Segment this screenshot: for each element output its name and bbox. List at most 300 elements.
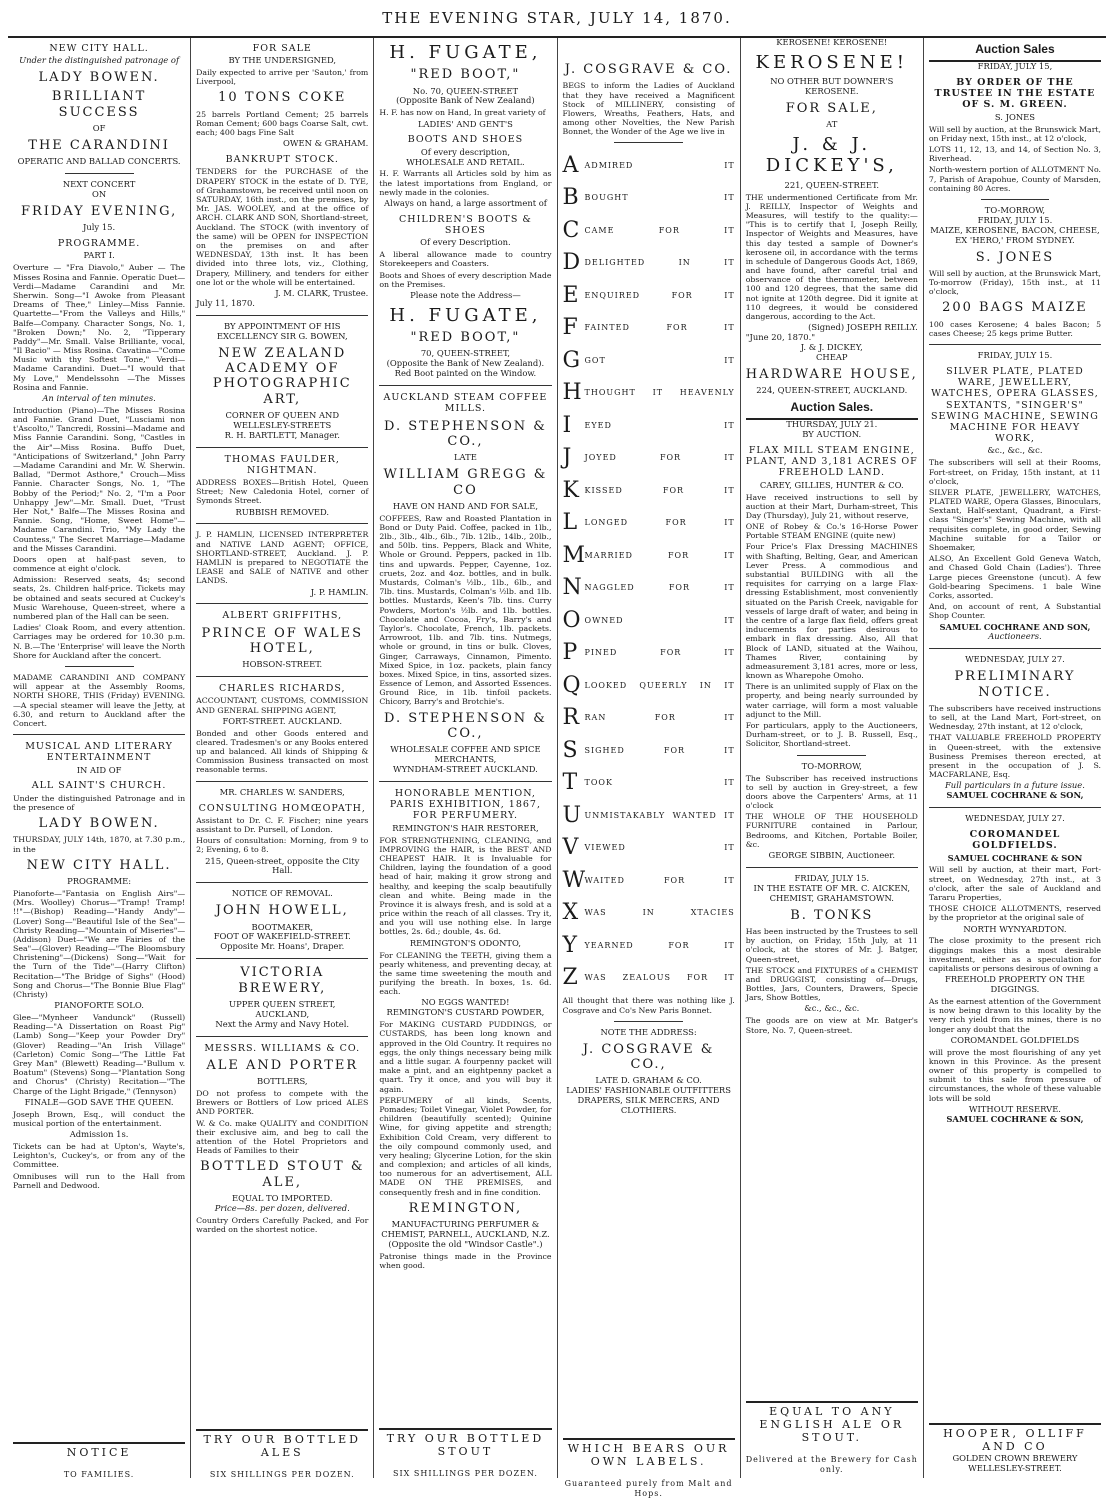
on-line: ON xyxy=(91,189,107,200)
brilliant-success: BRILLIANT SUCCESS xyxy=(51,89,147,120)
alphabet-phrase: THOUGHT IT HEAVENLY xyxy=(584,388,735,398)
no-other: NO OTHER BUT DOWNER'S KEROSENE. xyxy=(770,76,894,97)
prince-of-wales: PRINCE OF WALES HOTEL, xyxy=(201,625,364,657)
honorable-mention: HONORABLE MENTION, PARIS EXHIBITION, 1867, FOR PERFUMERY. xyxy=(389,788,541,822)
flax-machines: Four Price's Flax Dressing MACHINES with Shafting, Belting, Gear, and American Lever Press. A commodious and substantial BUILDING with all the requisites for carrying on a large Flax-dressing Establishment, most conveniently situated on the Parish Creek, navigable for vessels of large draft of water, and being in the centre of a large flax field, offers great inducements for parties desirous to embark in flax dressing. Also, All that Block of LAND, situated at the Waihou, Thames River, containing by admeasurement 3,181 acres, more or less, known as Wharepohe Omoho. xyxy=(745,542,918,681)
north-wynyardton: NORTH WYNYARDTON. xyxy=(963,923,1067,934)
country-orders: Country Orders Carefully Packed, and For warded on the shortest notice. xyxy=(196,1215,369,1235)
late-graham: LATE D. GRAHAM & CO. xyxy=(595,1075,702,1086)
williams-co: MESSRS. WILLIAMS & CO. xyxy=(204,1042,361,1054)
coromandel-goldfields: COROMANDEL GOLDFIELDS. xyxy=(969,829,1061,852)
patronage-line: Under the distinguished patronage of xyxy=(19,55,180,66)
late: LATE xyxy=(454,452,477,463)
bottlers: BOTTLERS, xyxy=(256,1076,308,1087)
alphabet-row xyxy=(563,182,735,215)
of-line: OF xyxy=(92,123,106,134)
notice-removal: NOTICE OF REMOVAL. xyxy=(231,888,333,899)
alphabet-row xyxy=(563,149,735,182)
chemist-stock: THE STOCK and FIXTURES of a CHEMIST and DRUGGIST, consisting of—Drugs, Bottles, Jars, Counters, Drawers, Specie Jars, Show Bottles, xyxy=(745,965,918,1003)
liberal-allowance: A liberal allowance made to country Storekeepers and Coasters. xyxy=(379,250,552,269)
victoria-brewery: VICTORIA BREWERY, xyxy=(238,965,327,996)
clark-trustee: J. M. CLARK, Trustee. xyxy=(275,287,369,298)
cochrane-will-sell: Will sell by auction, at their mart, Fort-street, on Wednesday, 27th inst., at 3 o'clock, after the sale of Auckland and Tararu Properties, xyxy=(928,865,1102,902)
price: Price—8s. per dozen, delivered. xyxy=(214,1202,350,1213)
alphabet-phrase: YEARNED FOR IT xyxy=(584,940,735,950)
note-address: NOTE THE ADDRESS: xyxy=(600,1026,697,1037)
finale: FINALE—GOD SAVE THE QUEEN. xyxy=(24,1096,174,1107)
alphabet-phrase: BOUGHT IT xyxy=(584,193,735,203)
next-concert: NEXT CONCERT xyxy=(62,179,136,190)
jones-will-sell: Will sell by auction, at the Brunswick Mart, on Friday next, 15th inst., at 12 o'clock, xyxy=(928,124,1102,143)
programme-part1: Overture — "Fra Diavolo," Auber — The Misses Rosina and Fannie. Operatic Duet—Verdi—Madame Carandini and Mr. Sherwin. Song—"I Awoke from Pleasant Dreams of Thee," Linley—Miss Fannie. Quartette—"From the Valleys and Hills," Balfe—Company. Character Songs, No. 1, "Broken Down;" No. 2, "Tipperary Paddy"—Mr. Small. Valse Brilliante, vocal, "Il Bacio" — Miss Rosina. Cavatina—"Come Music with thy Softest Tone," Verdi—Madame Carandini. Duet—"I would that My Love," Mendelssohn —The Misses Rosina and Fannie. xyxy=(13,263,186,392)
daily-expected: Daily expected to arrive per 'Sauton,' from Liverpool, xyxy=(196,68,369,87)
programme-heading: PROGRAMME. xyxy=(57,238,141,250)
alphabet-letter: M xyxy=(562,542,586,568)
auction-sales-5: Auction Sales. xyxy=(746,396,918,420)
june-20: "June 20, 1870." xyxy=(745,332,816,343)
interval-note: An interval of ten minutes. xyxy=(42,393,156,404)
cheap: CHEAP xyxy=(816,351,848,362)
alphabet-phrase: CAME FOR IT xyxy=(584,225,735,235)
household-furniture: THE WHOLE OF THE HOUSEHOLD FURNITURE contained in Parlour, Bedrooms, and Kitchen, Portable Boiler, &c. xyxy=(745,812,918,849)
outfitters: LADIES' FASHIONABLE OUTFITTERS xyxy=(566,1085,731,1096)
red-boot-painted: Red Boot painted on the Window. xyxy=(394,368,537,379)
queen-224: 224, QUEEN-STREET, AUCKLAND. xyxy=(756,385,908,396)
drapers: DRAPERS, SILK MERCERS, AND xyxy=(577,1095,720,1106)
alphabet-phrase: EYED IT xyxy=(584,420,735,430)
friday-15-5: FRIDAY, JULY 15. xyxy=(794,872,870,883)
always-hand: Always on hand, a large assortment of xyxy=(383,198,547,209)
choice-allotments: THOSE CHOICE ALLOTMENTS, reserved by the proprietor at the original sale of xyxy=(928,904,1102,923)
concert-date: July 15. xyxy=(83,222,116,233)
part-one: PART I. xyxy=(83,250,115,261)
alphabet-letter: B xyxy=(562,185,579,211)
army-navy: Next the Army and Navy Hotel. xyxy=(215,1018,350,1029)
manufacturing: MANUFACTURING PERFUMER & CHEMIST, PARNELL, AUCKLAND, N.Z. xyxy=(381,1219,550,1240)
alphabet-letter: X xyxy=(562,900,579,926)
hair-text: FOR STRENGTHENING, CLEANING, and IMPROVING the HAIR, is the BEST AND CHEAPEST HAIR. It is Invaluable for Children, laying the foundation of a good head of hair, making it grow strong and healthy, and keeping the scalp beautifully clean and white. Being made in the Province it is always fresh, and is sold at a price within the reach of all classes. Try it, and you will use nothing else. In large bottles, 2s. 6d.; double, 4s. 6d. xyxy=(379,835,552,937)
subscribers-6: The subscribers will sell at their Rooms, Fort-street, on Friday, 15th instant, at 11 o'clock, xyxy=(928,458,1102,486)
programme-2-items: Pianoforte—"Fantasia on English Airs"—(Mrs. Woolley) Chorus—"Tramp! Tramp! !!"—(Bishop) Reading—"Handy Andy"—(Lover) Song—"Beautiful Isle of the Sea"—Christy Reading—"Mountain of Miseries"—(Addison) Duet—"We are Fairies of the Sea"—(Glover) Reading—"The Bloomsbury Christening"—(Dickens) Song—"Wait for the Turn of the Tide"—(Harry Clifton) Recitation—"The Bridge of Sighs" (Hood) Song and Chorus—"The Bonnie Blue Flag" (Christy) xyxy=(13,888,186,999)
sanders: MR. CHARLES W. SANDERS, xyxy=(219,786,345,797)
six-shillings-ales: SIX SHILLINGS PER DOZEN. xyxy=(209,1469,355,1479)
church-name: ALL SAINT'S CHURCH. xyxy=(31,780,167,792)
silver-plate-2: SILVER PLATE, JEWELLERY, WATCHES, PLATED WARE, Opera Glasses, Binoculars, Sextant, Half-sextant, Quadrant, a First-class "Singer's" Sewing Machine, with all requisites complete, in good order, Sewing Machine suitable for a Tailor or Shoemaker, xyxy=(928,487,1102,553)
alphabet-letter: U xyxy=(562,802,582,828)
friday-15-6b: FRIDAY, JULY 15. xyxy=(977,214,1053,225)
john-howell: JOHN HOWELL, xyxy=(215,903,349,919)
cosgrave-begs: BEGS to inform the Ladies of Auckland that they have received a Magnificent Stock of MILLINERY, consisting of Flowers, Wreaths, Feathers, Hats, and among other Novelties, the New Parish Bonnet, the Wonder of the Age we live in xyxy=(562,81,735,137)
etc-6: &c., &c., &c. xyxy=(987,445,1043,456)
new-city-hall-2: NEW CITY HALL. xyxy=(26,857,172,873)
opp-bank-2: (Opposite the Bank of New Zealand). xyxy=(386,358,545,369)
at: AT xyxy=(826,119,838,130)
equal-imported: EQUAL TO IMPORTED. xyxy=(232,1193,333,1204)
admission-1s: Admission 1s. xyxy=(69,1129,129,1140)
masthead: THE EVENING STAR, JULY 14, 1870. xyxy=(8,0,1106,38)
alphabet-list xyxy=(563,149,735,994)
pianoforte-solo: PIANOFORTE SOLO. xyxy=(54,1000,144,1011)
fort-street: FORT-STREET. AUCKLAND. xyxy=(222,715,342,726)
wyndham-street: WYNDHAM-STREET AUCKLAND. xyxy=(393,764,538,775)
fugate: H. FUGATE, xyxy=(389,42,542,63)
wholesale-retail: WHOLESALE AND RETAIL. xyxy=(406,156,525,167)
madame-carandini-ad: MADAME CARANDINI AND COMPANY will appear at the Assembly Rooms, NORTH SHORE, THIS (Friday) EVENING.—A special steamer will leave the Jetty, at 6.30, and return to Auckland after the Concert. xyxy=(13,672,186,728)
alphabet-row xyxy=(563,864,735,897)
to-families: TO FAMILIES. xyxy=(63,1469,135,1479)
alphabet-phrase: GOT IT xyxy=(584,355,735,365)
wellesley-street: WELLESLEY-STREET. xyxy=(968,1463,1062,1474)
tomorrow-5: TO-MORROW, xyxy=(801,760,862,771)
alphabet-letter: Y xyxy=(562,932,578,958)
alphabet-letter: T xyxy=(562,770,578,796)
kerosene-2: KEROSENE! xyxy=(755,51,909,73)
hall-title: NEW CITY HALL. xyxy=(49,43,149,54)
stephenson: D. STEPHENSON & CO., xyxy=(383,418,547,449)
alphabet-phrase: LOOKED QUEERLY IN IT xyxy=(584,680,735,690)
coffee-list: COFFEES, Raw and Roasted Plantation in Bond or Duty Paid. Coffee, packed in 1lb., 2lb., 3lb., 4lb., 6lb., 7lb. 12lb., 14lb., 20lb., and 50lb. tins. Peppers, Black and White, Whole or Ground. Peppers, packed in 1lb. tins and upwards. Pepper, Cayenne, 1oz. cruets, 2oz. and 4oz. bottles, and in bulk. Mustards, Colman's ½lb., 1lb., 6lb., and 7lb. tins. Mustards, Colman's ½lb. and 1lb. bottles. Mustards, Keen's 7lb. tins. Curry Powders, Morton's ½lb. and 1lb. bottles. Chocolate and Cocoa, Fry's, Barry's and Taylor's. Chocolate, French, 1lb. packets. Arrowroot, 1lb. and 7lb. tins. Nutmegs, whole or ground, in tins or bulk. Cloves, Ginger, Carraways, Cinnamon, Pimento. Mixed Spice, in 1oz. packets, plain fancy boxes. Mixed Spice, in tins, assorted sizes. Essence of Lemon, and Assorted Essences. Ground Rice, in 1lb. tinfoil packets. Chicory, Barry's and Brotchie's. xyxy=(379,513,552,707)
alphabet-letter: G xyxy=(562,347,581,373)
subscriber-5: The Subscriber has received instructions to sell by auction in Grey-street, a few doors above the Carpenters' Arms, at 11 o'clock xyxy=(745,773,918,811)
address-boxes: ADDRESS BOXES—British Hotel, Queen Street; New Caledonia Hotel, corner of Symonds Street. xyxy=(196,477,369,506)
by-undersigned: BY THE UNDERSIGNED, xyxy=(228,55,337,66)
alphabet-letter: O xyxy=(562,607,581,633)
friday-evening: FRIDAY EVENING, xyxy=(20,204,178,220)
alphabet-letter: P xyxy=(562,640,578,666)
hamlin-ad: J. P. HAMLIN, LICENSED INTERPRETER and NATIVE LAND AGENT; OFFICE, SHORTLAND-STREET, Auckland. J. P. HAMLIN is prepared to NEGOTIATE the LEASE and SALE of NATIVE and other LANDS. xyxy=(196,530,369,586)
sanders-hours: Hours of consultation: Morning, from 9 to 2; Evening, 6 to 8. xyxy=(196,836,369,855)
try-stout: TRY OUR BOTTLED STOUT xyxy=(379,1428,551,1459)
ex-hero: EX 'HERO,' FROM SYDNEY. xyxy=(955,234,1075,245)
column-5 xyxy=(741,38,924,1478)
appointment: BY APPOINTMENT OF HIS EXCELLENCY SIR G. BOWEN, xyxy=(216,320,348,341)
george-sibbin: GEORGE SIBBIN, Auctioneer. xyxy=(768,850,896,860)
tenders-text: TENDERS for the PURCHASE of the DRAPERY STOCK in the estate of D. TYE, of Grahamstown, be received until noon on SATURDAY, 16th inst., on the premises, by Mr. JAS. WOOLEY, and at the office of ARCH. CLARK AND SON, Shortland-street, Auckland. The STOCK (with inventory of the same) will be OPEN for INSPECTION on the premises on and after WEDNESDAY, 13th inst. It has been divided into three lots, viz., Clothing, Drapery, Millinery, and tenders for either one lot or the whole will be entertained. xyxy=(196,167,369,287)
odonto: REMINGTON'S ODONTO, xyxy=(409,937,522,948)
admission-note: Admission: Reserved seats, 4s; second seats, 2s. Children half-price. Tickets may be obtained and seats secured at Cuckey's Music Warehouse, Queen-street, where a numbered plan of the Hall can be seen. xyxy=(13,575,186,622)
red-boot: "RED BOOT," xyxy=(410,67,521,83)
tomorrow-6: TO-MORROW, xyxy=(984,204,1046,215)
no-eggs: NO EGGS WANTED! xyxy=(421,997,510,1008)
alphabet-letter: Q xyxy=(562,672,581,698)
alphabet-row xyxy=(563,962,735,995)
alphabet-letter: I xyxy=(562,412,572,438)
hooper-olliff: HOOPER, OLLIFF AND CO xyxy=(929,1423,1101,1454)
valuable-freehold: THAT VALUABLE FREEHOLD PROPERTY in Queen-street, with the extensive Business Premises thereon erected, at present in the occupation of J. S. MACFARLANE, Esq. xyxy=(928,733,1102,780)
bankrupt-stock: BANKRUPT STOCK. xyxy=(225,154,339,166)
alphabet-row xyxy=(563,377,735,410)
alphabet-phrase: MARRIED FOR IT xyxy=(584,550,735,560)
alphabet-phrase: FAINTED FOR IT xyxy=(584,323,735,333)
upper-queen: UPPER QUEEN STREET, xyxy=(229,998,336,1009)
trustee-order: BY ORDER OF THE TRUSTEE IN THE ESTATE OF S. M. GREEN. xyxy=(934,77,1096,111)
alphabet-row xyxy=(563,669,735,702)
kero-for-sale: FOR SALE, xyxy=(785,100,878,116)
boots-made: Boots and Shoes of every description Made on the Premises. xyxy=(379,270,552,289)
hobson-street: HOBSON-STREET. xyxy=(242,659,323,670)
goods-view: The goods are on view at Mr. Batger's Store, No. 7, Queen-street. xyxy=(745,1016,918,1035)
north-western: North-western portion of ALLOTMENT No. 7, Parish of Arapohue, County of Marsden, containing 80 Acres. xyxy=(928,165,1102,193)
golden-crown: GOLDEN CROWN BREWERY xyxy=(952,1453,1078,1464)
all-thought: All thought that there was nothing like J. Cosgrave and Co's New Paris Bonnet. xyxy=(562,996,735,1015)
ale-porter: ALE AND PORTER xyxy=(206,1057,359,1073)
friday-15-6: FRIDAY, JULY 15, xyxy=(977,61,1053,72)
tonks-instructed: Has been instructed by the Trustees to sell by auction, on Friday, 15th July, at 11 o'clock, at the stores of Mr. J. Batger, Queen-street, xyxy=(745,926,918,964)
have-on-hand: HAVE ON HAND AND FOR SALE, xyxy=(392,500,539,511)
alphabet-letter: D xyxy=(562,250,581,276)
column-4 xyxy=(558,38,741,1498)
alphabet-row xyxy=(563,767,735,800)
every-desc-2: Of every Description. xyxy=(420,237,511,248)
july-11: July 11, 1870. xyxy=(196,297,255,308)
alphabet-row xyxy=(563,604,735,637)
also-6: ALSO, An Excellent Gold Geneva Watch, and Chased Gold Chain (Ladies'). Three Large pieces Greenstone (uncut). A few Gold-bearing Specimens. 1 bale Wine Corks, assorted. xyxy=(928,554,1102,600)
kerosene-1: KEROSENE! KEROSENE! xyxy=(776,37,888,47)
boots-shoes: BOOTS AND SHOES xyxy=(407,134,524,146)
cochrane-1: SAMUEL COCHRANE AND SON, xyxy=(939,621,1091,632)
hardware-house: HARDWARE HOUSE, xyxy=(745,366,918,382)
alphabet-letter: C xyxy=(562,217,580,243)
alphabet-row xyxy=(563,832,735,865)
alphabet-row xyxy=(563,929,735,962)
maize-kerosene: MAIZE, KEROSENE, BACON, CHEESE, xyxy=(930,224,1100,235)
aicken-estate: IN THE ESTATE OF MR. C. AICKEN, CHEMIST, GRAHAMSTOWN. xyxy=(753,882,910,903)
alphabet-phrase: VIEWED IT xyxy=(584,843,735,853)
clothiers: CLOTHIERS. xyxy=(620,1105,677,1116)
patron: LADY BOWEN. xyxy=(38,70,160,86)
doors-note: Doors open at half-past seven, to commence at eight o'clock. xyxy=(13,554,186,574)
column-6 xyxy=(924,38,1106,1478)
in-aid-of: IN AID OF xyxy=(76,764,122,775)
queen-215: 215, Queen-street, opposite the City Hall. xyxy=(205,855,360,876)
alphabet-row xyxy=(563,507,735,540)
ladies-gents: LADIES' AND GENT'S xyxy=(417,118,513,129)
friday-15-6c: FRIDAY, JULY 15. xyxy=(977,350,1053,361)
faulder: THOMAS FAULDER, NIGHTMAN. xyxy=(224,453,340,476)
troupe-name: THE CARANDINI xyxy=(28,138,170,153)
lady-bowen-2: LADY BOWEN. xyxy=(38,816,160,831)
alphabet-phrase: ENQUIRED FOR IT xyxy=(584,290,735,300)
alphabet-row xyxy=(563,442,735,475)
alphabet-phrase: DELIGHTED IN IT xyxy=(584,258,735,268)
hair-restorer: REMINGTON'S HAIR RESTORER, xyxy=(392,822,539,833)
alphabet-letter: Z xyxy=(562,965,578,991)
programme-2: PROGRAMME: xyxy=(67,876,132,887)
musical-entertainment: MUSICAL AND LITERARY ENTERTAINMENT xyxy=(25,741,173,764)
programme-part2: Introduction (Piano)—The Misses Rosina and Fannie. Grand Duet, "Lusciami non t'Ascolto," Tancredi, Rossini—Madame and Miss Fannie Carandini. Song, "Castles in the Air"—Miss Rosina. Buffo Duet, "Anticipations of Switzerland," John Parry—Madame Carandini and Mr. W. Sherwin. Ballad, "Dermot Asthore," Crouch—Miss Fannie. Character Songs, No. 1, "The Bobby of the Period;" No. 2, "I'm a Poor Unhappy Jew"—Mr. Small. Duet, "Trust Her Not," Balfe—The Misses Rosina and Fannie. Song, "Home, Sweet Home"—Madame Carandini. Trio, "My Lady the Countess," The Secret Marriage—Madame and the Misses Carandini. xyxy=(13,405,186,553)
no-70: No. 70, QUEEN-STREET xyxy=(412,85,519,96)
earnest-attention: As the earnest attention of the Government is now being drawn to this locality by the very rich yield from its mines, there is no longer any doubt that the xyxy=(928,997,1102,1034)
cochrane-2: SAMUEL COCHRANE & SON, xyxy=(946,790,1084,801)
sanders-assistant: Assistant to Dr. C. F. Fischer; nine years assistant to Dr. Pursell, of London. xyxy=(196,815,369,834)
alphabet-letter: F xyxy=(562,315,578,341)
coke-heading: 10 TONS COKE xyxy=(218,90,347,106)
will-prove: will prove the most flourishing of any yet known in this Province. As the present owner of this property is compelled to submit to this sale from pressure of circumstances, the whole of these valuable lots will be sold xyxy=(928,1047,1102,1103)
silver-plate: SILVER PLATE, PLATED WARE, JEWELLERY, WATCHES, OPERA GLASSES, SEXTANTS, "SINGER'S" SEWING MACHINE, SEWING MACHINE FOR HEAVY WORK, xyxy=(930,366,1099,445)
jones-will-sell-2: Will sell by auction, at the Brunswick Mart, To-morrow (Friday), 15th inst., at 11 o'clock, xyxy=(928,268,1102,297)
bonded-goods: Bonded and other Goods entered and cleared. Tradesmen's or any Books entered up and balanced. All kinds of Shipping & Commission Business transacted on most reasonable terms. xyxy=(196,728,369,775)
alphabet-letter: S xyxy=(562,737,578,763)
coke-items: 25 barrels Portland Cement; 25 barrels Roman Cement; 600 bags Coarse Salt, cwt. each; 400 bags Fine Salt xyxy=(196,109,369,138)
column-1 xyxy=(8,38,191,1478)
alphabet-row xyxy=(563,702,735,735)
teeth-text: For CLEANING the TEETH, giving them a pearly whiteness, and preventing decay, at the same time sweetening the mouth and purifying the breath. In boxes, 1s. 6d. each. xyxy=(379,950,552,997)
alphabet-row xyxy=(563,247,735,280)
etc-5: &c., &c., &c. xyxy=(804,1003,860,1014)
alphabet-row xyxy=(563,637,735,670)
alphabet-phrase: RAN FOR IT xyxy=(584,713,735,723)
alphabet-letter: J xyxy=(562,445,572,471)
alphabet-row xyxy=(563,799,735,832)
alphabet-row xyxy=(563,214,735,247)
alphabet-row xyxy=(563,312,735,345)
hamlin-sign: J. P. HAMLIN. xyxy=(310,586,369,597)
opposite-hoans: Opposite Mr. Hoans', Draper. xyxy=(220,941,345,952)
received-instr: Have received instructions to sell by auction at their Mart, Durham-street, This Day (Thursday), July 21, without reserve, xyxy=(745,492,918,520)
queen-70: 70, QUEEN-STREET, xyxy=(420,348,511,359)
alphabet-row xyxy=(563,344,735,377)
alphabet-row xyxy=(563,474,735,507)
alphabet-letter: H xyxy=(562,380,582,406)
alphabet-phrase: LONGED FOR IT xyxy=(584,518,735,528)
delivered-cash: Delivered at the Brewery for Cash only. xyxy=(745,1455,918,1474)
lots: LOTS 11, 12, 13, and 14, of Section No. 3, Riverhead. xyxy=(928,144,1102,164)
programme-2-items-b: Glee—"Mynheer Vandunck" (Russell) Reading—"A Dissertation on Roast Pig" (Lamb) Song—"Keep your Powder Dry" (Glover) Reading—"An Irish Village" (Carleton) Comic Song—"The Little Fat Grey Man" (Blewett) Reading—"Bullum v. Boatum" (Stevens) Song—"Plantation Song and Chorus" (Christy) Recitation—"The Charge of the Light Brigade," (Tennyson) xyxy=(13,1013,186,1096)
which-bears: WHICH BEARS OUR OWN LABELS. xyxy=(563,1438,735,1469)
cosgrave: J. COSGRAVE & CO. xyxy=(564,62,733,77)
accountant: ACCOUNTANT, CUSTOMS, COMMISSION AND GENERAL SHIPPING AGENT, xyxy=(196,696,369,715)
every-desc: Of every description, xyxy=(420,146,511,157)
alphabet-phrase: WAS ZEALOUS FOR IT xyxy=(584,973,735,983)
alphabet-phrase: WAITED FOR IT xyxy=(584,875,735,885)
try-ales: TRY OUR BOTTLED ALES xyxy=(196,1429,368,1460)
carey-gillies: CAREY, GILLIES, HUNTER & CO. xyxy=(759,479,904,490)
childrens-boots: CHILDREN'S BOOTS & SHOES xyxy=(399,213,532,237)
alphabet-phrase: ADMIRED IT xyxy=(584,160,735,170)
bootmaker: BOOTMAKER, xyxy=(251,921,314,932)
hf-hand: H. F. has now on Hand, In great variety of xyxy=(379,108,546,118)
thursday-21: THURSDAY, JULY 21. xyxy=(786,419,878,430)
alphabet-row xyxy=(563,539,735,572)
alphabet-letter: K xyxy=(562,477,579,503)
griffiths: ALBERT GRIFFITHS, xyxy=(222,610,343,622)
foot-wakefield: FOOT OF WAKEFIELD-STREET. xyxy=(213,931,351,942)
column-3 xyxy=(374,38,557,1478)
patronise: Patronise things made in the Province when good. xyxy=(379,1251,552,1271)
richards: CHARLES RICHARDS, xyxy=(218,683,346,695)
bartlett: R. H. BARTLETT, Manager. xyxy=(224,429,340,440)
unlimited-flax: There is an unlimited supply of Flax on the property, and being nearly surrounded by water carriage, will form a most valuable adjunct to the Mill. xyxy=(745,682,918,719)
alphabet-letter: E xyxy=(562,282,579,308)
alphabet-letter: W xyxy=(562,867,586,893)
remington: REMINGTON, xyxy=(408,1200,523,1216)
windsor: (Opposite the old "Windsor Castle".) xyxy=(388,1238,543,1249)
red-boot-2: "RED BOOT," xyxy=(410,330,521,346)
wednesday-27: WEDNESDAY, JULY 27. xyxy=(965,654,1065,665)
wednesday-27b: WEDNESDAY, JULY 27. xyxy=(965,813,1065,824)
bags-maize: 200 BAGS MAIZE xyxy=(942,300,1088,316)
alphabet-letter: A xyxy=(562,152,579,178)
perfumery-text: PERFUMERY of all kinds, Scents, Pomades; Toilet Vinegar, Violet Powder, for children (beautifully scented); Quinine Wine, for giving appetite and strength; Exhibition Cold Cream, very different to the oily compound commonly used, and very healing; Glycerine Lotion, for the skin and complexion; and articles of all kinds, too numerous for an advertisement, ALL MADE ON THE PREMISES, and consequently fresh and in fine condition. xyxy=(379,1095,552,1197)
alphabet-phrase: TOOK IT xyxy=(584,778,735,788)
alphabet-phrase: PINED FOR IT xyxy=(584,648,735,658)
alphabet-phrase: JOYED FOR IT xyxy=(584,453,735,463)
s-jones-2: S. JONES xyxy=(975,249,1055,265)
fugate-2: H. FUGATE, xyxy=(389,304,542,326)
brown-note: Joseph Brown, Esq., will conduct the musical portion of the entertainment. xyxy=(13,1109,186,1128)
alphabet-row xyxy=(563,572,735,605)
auction-sales-header: Auction Sales xyxy=(929,38,1101,62)
preliminary-notice: PRELIMINARY NOTICE. xyxy=(954,669,1076,700)
particulars: For particulars, apply to the Auctioneers, Durham-street, or to J. B. Russell, Esq., Solicitor, Shortland-street. xyxy=(745,721,918,749)
s-jones: S. JONES xyxy=(994,111,1036,122)
alphabet-phrase: KISSED FOR IT xyxy=(584,485,735,495)
please-note: Please note the Address— xyxy=(410,290,521,301)
alphabet-phrase: NAGGLED FOR IT xyxy=(584,583,735,593)
troupe-sub: OPERATIC AND BALLAD CONCERTS. xyxy=(17,156,181,167)
robey-engine: ONE of Robey & Co.'s 16-Horse Power Portable STEAM ENGINE (quite new) xyxy=(745,522,918,541)
auctioneers-1: Auctioneers. xyxy=(988,631,1042,642)
quality-text: W. & Co. make QUALITY and CONDITION their exclusive aim, and beg to call the attention of the Hotel Proprietors and Heads of Families to their xyxy=(196,1118,369,1156)
warrants: H. F. Warrants all Articles sold by him as the latest importations from England, or newly made in the colonies. xyxy=(379,169,552,197)
patronage-2: Under the distinguished Patronage and in the presence of xyxy=(13,793,186,812)
auckland: AUCKLAND, xyxy=(255,1008,310,1019)
academy-corner: CORNER OF QUEEN AND WELLESLEY-STREETS xyxy=(225,409,340,430)
cochrane-4: SAMUEL COCHRANE & SON, xyxy=(946,1113,1084,1124)
cochrane-3: SAMUEL COCHRANE & SON xyxy=(947,852,1083,863)
william-gregg: WILLIAM GREGG & CO xyxy=(383,467,548,498)
prelim-text: The subscribers have received instructions to sell, at the Land Mart, Fort-street, on Wednesday, 27th instant, at 12 o'clock, xyxy=(928,703,1102,732)
queen-221: 221, QUEEN-STREET. xyxy=(784,179,880,190)
notice-families-heading: NOTICE xyxy=(13,1442,185,1460)
column-2 xyxy=(191,38,374,1478)
by-auction: BY AUCTION. xyxy=(802,429,862,440)
signed-reilly: (Signed) JOSEPH REILLY. xyxy=(808,322,918,333)
alphabet-row xyxy=(563,897,735,930)
alphabet-phrase: UNMISTAKABLY WANTED IT xyxy=(584,810,735,820)
six-shillings-stout: SIX SHILLINGS PER DOZEN. xyxy=(392,1468,538,1478)
homoeopath: CONSULTING HOMŒOPATH, xyxy=(198,802,366,814)
opp-bank: (Opposite Bank of New Zealand) xyxy=(396,95,535,106)
wholesale-coffee: WHOLESALE COFFEE AND SPICE MERCHANTS, xyxy=(390,744,541,765)
alphabet-phrase: WAS IN XTACIES xyxy=(584,908,735,918)
custard-powder: REMINGTON'S CUSTARD POWDER, xyxy=(386,1007,545,1018)
alphabet-letter: V xyxy=(562,835,579,861)
alphabet-letter: R xyxy=(562,705,580,731)
tickets-note: Tickets can be had at Upton's, Wayte's, Leighton's, Cuckey's, or from any of the Committee. xyxy=(13,1141,186,1170)
custard-text: For MAKING CUSTARD PUDDINGS, or CUSTARDS, has been long known and approved in the Old Country. It requires no eggs, the only things necessary being milk and a little sugar. A fourpenny packet will make a pint, and an eightpenny packet a quart. Try it once, and you will buy it again. xyxy=(379,1020,552,1094)
alphabet-letter: N xyxy=(562,575,582,601)
certificate: THE undermentioned Certificate from Mr. J. REILLY, Inspector of Weights and Measures, will testify to the quality:— "This is to certify that I, Joseph Reilly, Inspector of Weights and Measures, have this day tested a sample of Downer's kerosene oil, in accordance with the terms in schedule of Dangerous Goods Act, 1869, and have found, after careful trial and observance of the thermometer, between 100 and 120 degrees, that the same did not ignite at 120th degree. Did it ignite at 110 degrees, it would be considered dangerous, according to the Act. xyxy=(745,192,918,321)
do-not-profess: DO not profess to compete with the Brewers or Bottlers of Low priced ALES AND PORTER. xyxy=(196,1089,369,1117)
coromandel-2: COROMANDEL GOLDFIELDS xyxy=(950,1034,1080,1045)
tonks: B. TONKS xyxy=(790,907,874,923)
nz-academy: NEW ZEALAND ACADEMY OF PHOTOGRAPHIC ART, xyxy=(212,345,352,407)
close-proximity: The close proximity to the present rich diggings makes this a most desirable investment, either as a speculation for capitalists or persons desirous of owning a xyxy=(928,936,1102,974)
alphabet-row xyxy=(563,279,735,312)
freehold-diggings: FREEHOLD PROPERTY ON THE DIGGINGS. xyxy=(945,974,1085,995)
bag-items: 100 cases Kerosene; 4 bales Bacon; 5 cases Cheese; 25 kegs prime Butter. xyxy=(928,319,1102,338)
alphabet-row xyxy=(563,409,735,442)
cosgrave-2: J. COSGRAVE & CO., xyxy=(582,1041,715,1073)
and-on-rent: And, on account of rent, A Substantial Shop Counter. xyxy=(928,602,1102,621)
thursday-line: THURSDAY, JULY 14th, 1870, at 7.30 p.m., in the xyxy=(13,835,186,854)
dickeys: J. & J. DICKEY'S, xyxy=(765,134,898,177)
full-particulars: Full particulars in a future issue. xyxy=(944,780,1085,791)
omnibus-note: Omnibuses will run to the Hall from Parnell and Dedwood. xyxy=(13,1171,186,1190)
owen-graham: OWEN & GRAHAM. xyxy=(283,138,369,149)
alphabet-phrase: SIGHED FOR IT xyxy=(584,745,735,755)
